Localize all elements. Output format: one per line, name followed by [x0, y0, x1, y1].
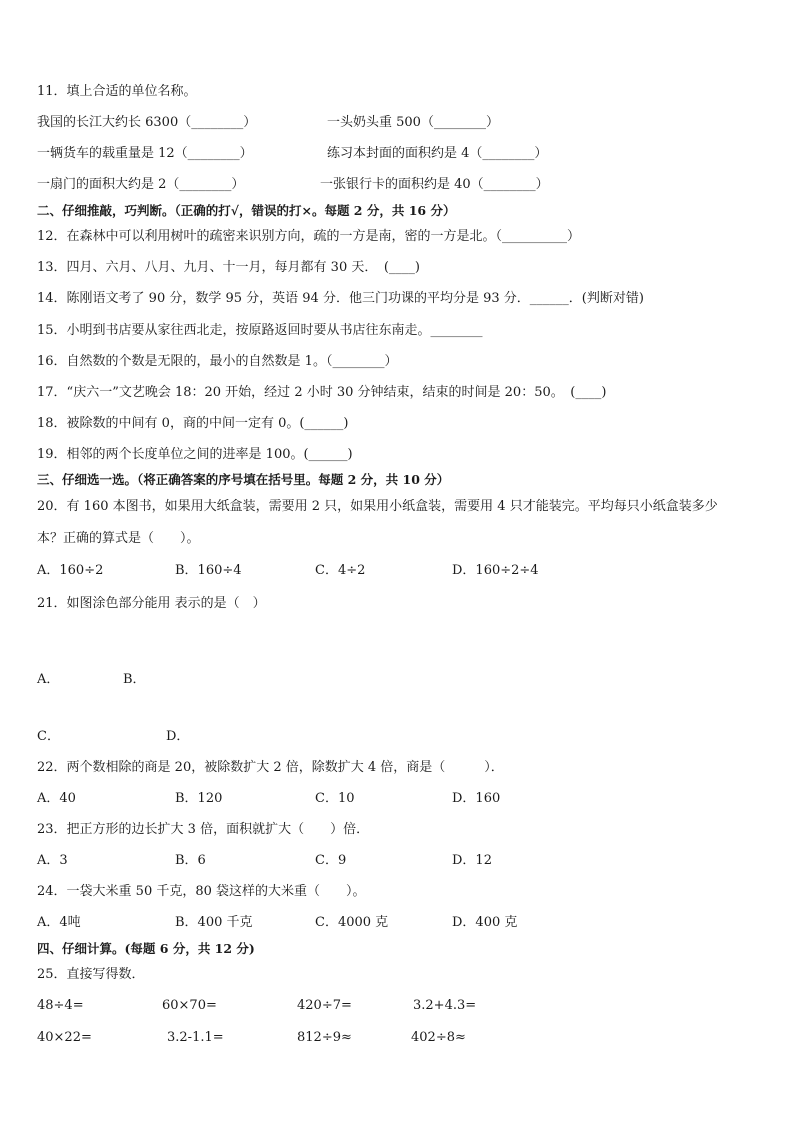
q11-item-3: 一辆货车的载重量是 12（________） — [37, 146, 253, 161]
q22-option-c: C．10 — [315, 791, 355, 806]
q23-option-d: D．12 — [452, 853, 492, 868]
section-2-heading: 二、仔细推敲，巧判断。（正确的打√，错误的打×。每题 2 分，共 16 分） — [37, 203, 456, 218]
judge-q17: 17．“庆六一”文艺晚会 18：20 开始，经过 2 小时 30 分钟结束，结束的时间是 20：50。 (____) — [37, 385, 607, 400]
q20-option-d: D．160÷2÷4 — [452, 563, 539, 578]
q22-option-b: B．120 — [175, 791, 223, 806]
judge-q16: 16．自然数的个数是无限的，最小的自然数是 1。（________） — [37, 354, 398, 369]
calc-item: 60×70= — [162, 998, 217, 1013]
q21-option-b: B． — [123, 672, 146, 687]
q22-option-a: A．40 — [37, 791, 76, 806]
q22-option-d: D．160 — [452, 791, 501, 806]
judge-q15: 15．小明到书店要从家往西北走，按原路返回时要从书店往东南走。________ — [37, 323, 483, 338]
q24-option-d: D．400 克 — [452, 915, 518, 930]
q23-option-a: A．3 — [37, 853, 68, 868]
q21-stem: 21．如图涂色部分能用 表示的是（ ） — [37, 596, 266, 611]
q21-option-a: A． — [37, 672, 60, 687]
q21-option-d: D． — [166, 729, 190, 744]
q11-title: 11．填上合适的单位名称。 — [37, 84, 197, 99]
q25-stem: 25．直接写得数． — [37, 967, 145, 982]
calc-item: 420÷7= — [297, 998, 352, 1013]
judge-q18: 18．被除数的中间有 0，商的中间一定有 0。(______) — [37, 416, 349, 431]
q23-stem: 23．把正方形的边长扩大 3 倍，面积就扩大（ ）倍． — [37, 822, 370, 837]
calc-item: 812÷9≈ — [297, 1030, 352, 1045]
section-4-heading: 四、仔细计算。(每题 6 分，共 12 分) — [37, 941, 255, 956]
q21-option-c: C． — [37, 729, 60, 744]
q24-stem: 24．一袋大米重 50 千克，80 袋这样的大米重（ ）。 — [37, 884, 366, 899]
q22-stem: 22．两个数相除的商是 20，被除数扩大 2 倍，除数扩大 4 倍，商是（ ）． — [37, 760, 504, 775]
q11-item-6: 一张银行卡的面积约是 40（________） — [320, 177, 549, 192]
q11-item-4: 练习本封面的面积约是 4（________） — [327, 146, 548, 161]
q20-stem-line1: 20．有 160 本图书，如果用大纸盒装，需要用 2 只，如果用小纸盒装，需要用 4 只才能装完。平均每只小纸盒装多少 — [37, 499, 718, 514]
q24-option-b: B．400 千克 — [175, 915, 253, 930]
q24-option-a: A．4吨 — [37, 915, 81, 930]
calc-item: 3.2-1.1= — [167, 1030, 224, 1045]
q11-item-5: 一扇门的面积大约是 2（________） — [37, 177, 245, 192]
calc-item: 402÷8≈ — [411, 1030, 466, 1045]
calc-item: 3.2+4.3= — [413, 998, 477, 1013]
judge-q19: 19．相邻的两个长度单位之间的进率是 100。(______) — [37, 447, 353, 462]
q20-option-b: B．160÷4 — [175, 563, 242, 578]
q11-item-2: 一头奶头重 500（________） — [327, 115, 499, 130]
judge-q13: 13．四月、六月、八月、九月、十一月，每月都有 30 天． (____) — [37, 260, 420, 275]
q24-option-c: C．4000 克 — [315, 915, 389, 930]
q20-stem-line2: 本？正确的算式是（ ）。 — [37, 531, 200, 546]
calc-item: 40×22= — [37, 1030, 92, 1045]
q23-option-c: C．9 — [315, 853, 347, 868]
q20-option-a: A．160÷2 — [37, 563, 104, 578]
q23-option-b: B．6 — [175, 853, 206, 868]
judge-q14: 14．陈刚语文考了 90 分，数学 95 分，英语 94 分．他三门功课的平均分是 93 分．______．(判断对错) — [37, 291, 644, 306]
q11-item-1: 我国的长江大约长 6300（________） — [37, 115, 257, 130]
section-3-heading: 三、仔细选一选。（将正确答案的序号填在括号里。每题 2 分，共 10 分） — [37, 472, 450, 487]
calc-item: 48÷4= — [37, 998, 84, 1013]
judge-q12: 12．在森林中可以利用树叶的疏密来识别方向，疏的一方是南，密的一方是北。（__________） — [37, 229, 581, 244]
q20-option-c: C．4÷2 — [315, 563, 366, 578]
